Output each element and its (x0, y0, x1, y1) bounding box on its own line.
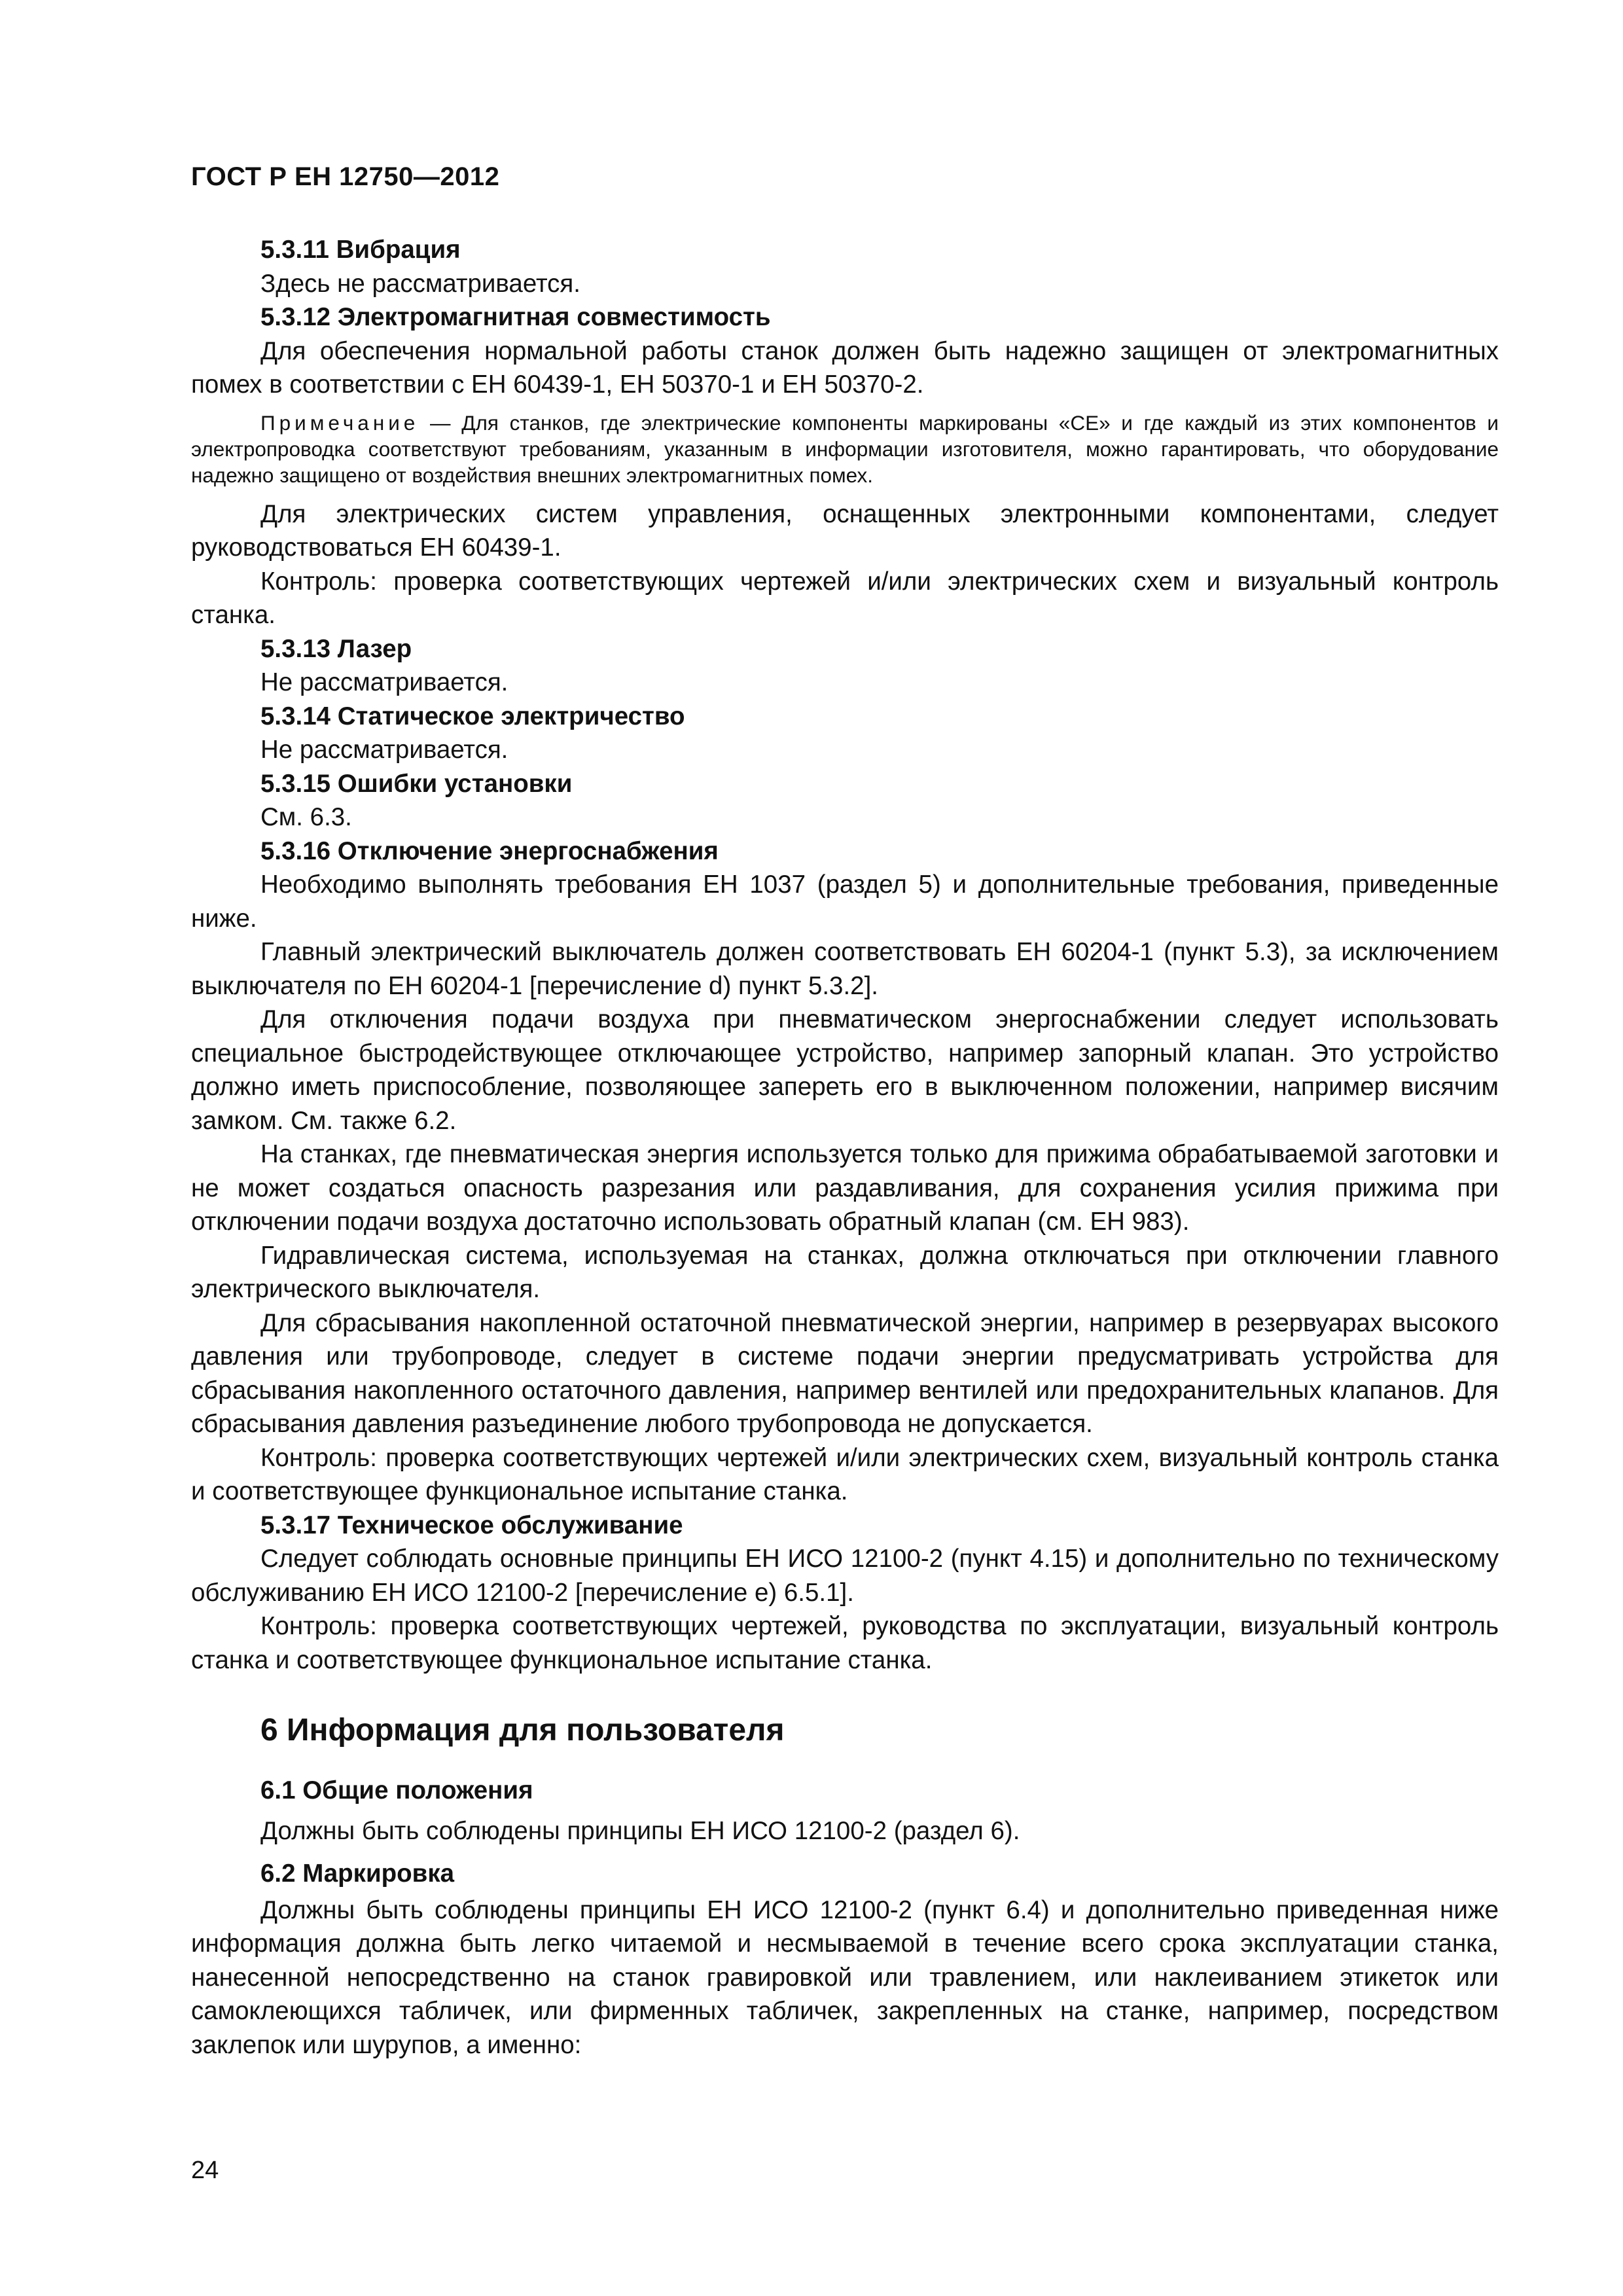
paragraph: Должны быть соблюдены принципы ЕН ИСО 12100-2 (пункт 6.4) и дополнительно приведенная ниже информация должна быть легко читаемой и несмываемой в течение всего срока эксплуатации станка, нанесенной непосредственно на станок гравировкой или травлением, или наклеиванием этикеток или самоклеющихся табличек, или фирменных табличек, закрепленных на станке, например, посредством заклепок или шурупов, а именно: (191, 1895, 1499, 2059)
paragraph: См. 6.3. (260, 803, 352, 831)
paragraph: Необходимо выполнять требования ЕН 1037 (раздел 5) и дополнительные требования, приведенные ниже. (191, 870, 1499, 933)
paragraph: Для электрических систем управления, оснащенных электронными компонентами, следует руководствоваться ЕН 60439-1. (191, 499, 1499, 562)
paragraph: Для сбрасывания накопленной остаточной пневматической энергии, например в резервуарах высокого давления или трубопроводе, следует в системе подачи энергии предусматривать устройства для сбрасывания накопленного остаточного давления, например вентилей или предохранительных клапанов. Для сбрасывания давления разъединение любого трубопровода не допускается. (191, 1308, 1499, 1438)
note (191, 410, 1499, 488)
heading-6-2: 6.2 Маркировка (260, 1859, 455, 1888)
paragraph: Главный электрический выключатель должен соответствовать ЕН 60204-1 (пункт 5.3), за исключением выключателя по ЕН 60204-1 [перечисление d) пункт 5.3.2]. (191, 938, 1499, 1000)
page-content (191, 233, 1499, 2062)
paragraph: Контроль: проверка соответствующих чертежей и/или электрических схем, визуальный контроль станка и соответствующее функциональное испытание станка. (191, 1443, 1499, 1505)
heading-5-3-16: 5.3.16 Отключение энергоснабжения (260, 836, 719, 865)
heading-5-3-13: 5.3.13 Лазер (260, 634, 412, 663)
heading-5-3-11: 5.3.11 Вибрация (260, 236, 461, 264)
paragraph: Следует соблюдать основные принципы ЕН ИСО 12100-2 (пункт 4.15) и дополнительно по техническому обслуживанию ЕН ИСО 12100-2 [перечисление е) 6.5.1]. (191, 1545, 1499, 1607)
paragraph: На станках, где пневматическая энергия используется только для прижима обрабатываемой заготовки и не может создаться опасность разрезания или раздавливания, для сохранения усилия прижима при отключении подачи воздуха достаточно использовать обратный клапан (см. ЕН 983). (191, 1140, 1499, 1236)
paragraph: Для обеспечения нормальной работы станок должен быть надежно защищен от электромагнитных помех в соответствии с ЕН 60439-1, ЕН 50370-1 и ЕН 50370-2. (191, 336, 1499, 399)
paragraph: Не рассматривается. (260, 668, 508, 696)
page-number: 24 (191, 2157, 219, 2184)
paragraph: Должны быть соблюдены принципы ЕН ИСО 12100-2 (раздел 6). (260, 1816, 1020, 1845)
note-text: — Для станков, где электрические компоненты маркированы «СЕ» и где каждый из этих компонентов и электропроводка соответствуют требованиям, указанным в информации изготовителя, можно гарантировать, что оборудование надежно защищено от воздействия внешних электромагнитных помех. (191, 410, 1499, 487)
section-6-heading: 6 Информация для пользователя (260, 1713, 785, 1748)
paragraph: Не рассматривается. (260, 736, 508, 764)
paragraph: Гидравлическая система, используемая на станках, должна отключаться при отключении главного электрического выключателя. (191, 1241, 1499, 1303)
paragraph: Для отключения подачи воздуха при пневматическом энергоснабжении следует использовать специальное быстродействующее отключающее устройство, например запорный клапан. Это устройство должно иметь приспособление, позволяющее запереть его в выключенном положении, например висячим замком. См. также 6.2. (191, 1005, 1499, 1135)
note-label: Примечание (260, 410, 419, 435)
heading-6-1: 6.1 Общие положения (260, 1776, 533, 1804)
paragraph: Контроль: проверка соответствующих чертежей и/или электрических схем и визуальный контроль станка. (191, 567, 1499, 629)
heading-5-3-12: 5.3.12 Электромагнитная совместимость (260, 303, 771, 331)
paragraph: Здесь не рассматривается. (260, 269, 580, 298)
heading-5-3-17: 5.3.17 Техническое обслуживание (260, 1511, 683, 1539)
paragraph: Контроль: проверка соответствующих чертежей, руководства по эксплуатации, визуальный контроль станка и соответствующее функциональное испытание станка. (191, 1612, 1499, 1674)
heading-5-3-14: 5.3.14 Статическое электричество (260, 702, 685, 730)
heading-5-3-15: 5.3.15 Ошибки установки (260, 769, 573, 798)
document-id: ГОСТ Р ЕН 12750—2012 (191, 162, 500, 191)
